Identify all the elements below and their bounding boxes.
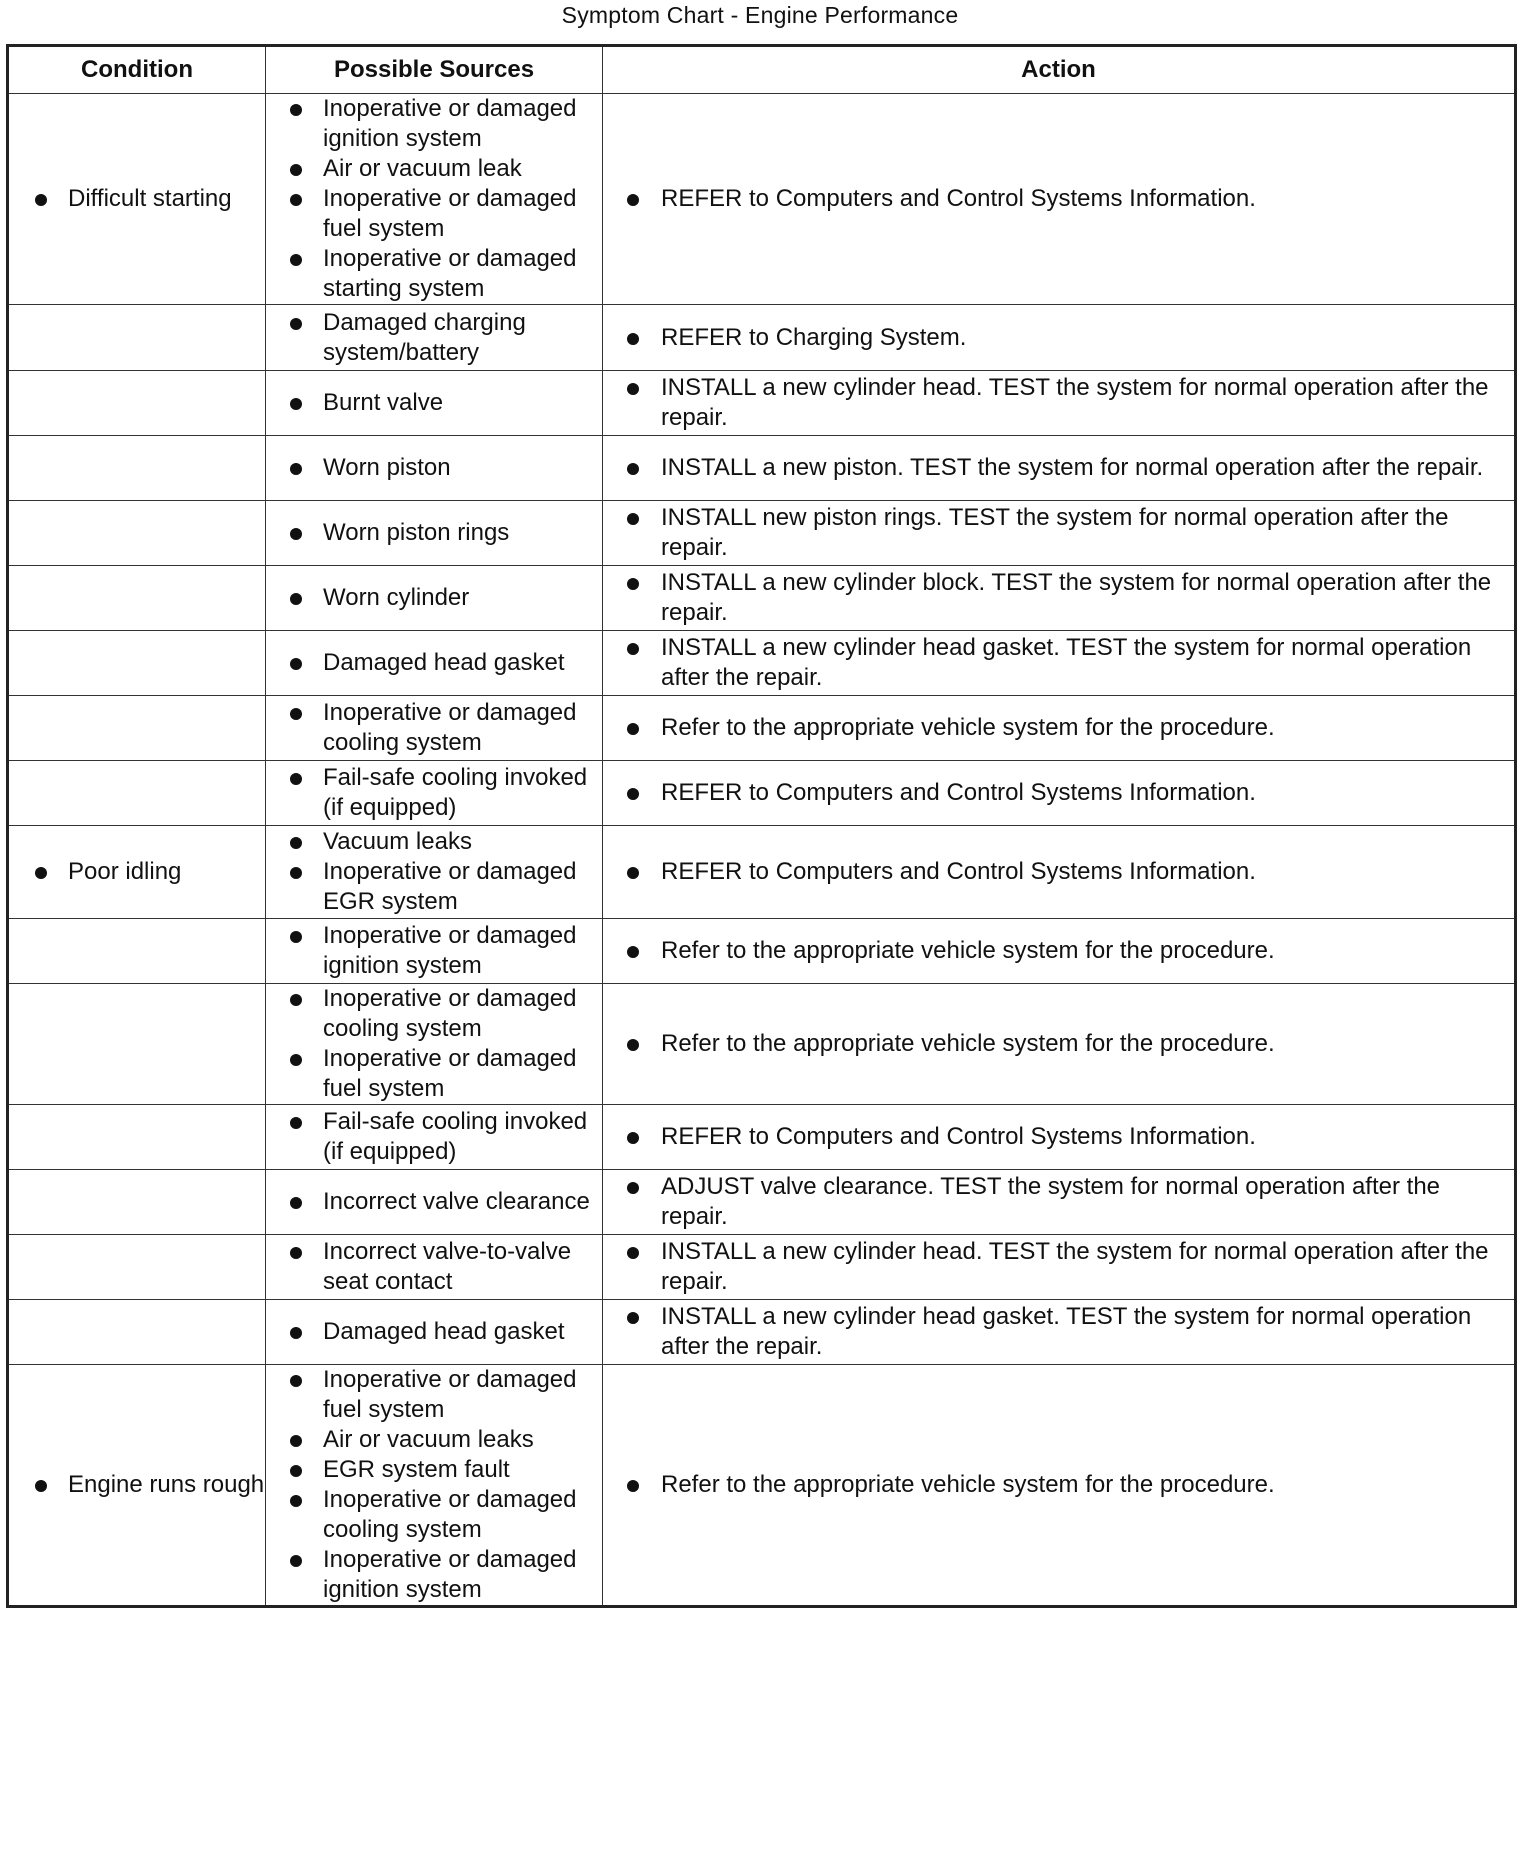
source-item: Inoperative or damaged EGR system [266, 857, 602, 917]
source-item: Inoperative or damaged fuel system [266, 184, 602, 244]
condition-cell [8, 566, 266, 631]
action-text: Refer to the appropriate vehicle system for the procedure. [603, 1029, 1514, 1059]
table-row [8, 984, 1516, 1105]
page-title: Symptom Chart - Engine Performance [561, 2, 959, 28]
possible-sources-cell [266, 1105, 603, 1170]
condition-cell [8, 984, 266, 1105]
action-text: INSTALL a new piston. TEST the system for normal operation after the repair. [603, 453, 1514, 483]
action-text: INSTALL a new cylinder block. TEST the system for normal operation after the repair. [603, 568, 1514, 628]
header-possible-sources: Possible Sources [266, 46, 603, 94]
action-cell [603, 631, 1516, 696]
possible-sources-cell [266, 919, 603, 984]
source-item: Inoperative or damaged ignition system [266, 1545, 602, 1605]
possible-sources-cell [266, 1170, 603, 1235]
condition-cell [8, 1235, 266, 1300]
action-cell [603, 826, 1516, 919]
source-item: Worn piston [266, 453, 602, 483]
condition-cell [8, 696, 266, 761]
possible-sources-cell [266, 305, 603, 371]
condition-text: Poor idling [9, 857, 265, 887]
source-item: Vacuum leaks [266, 827, 602, 857]
action-cell [603, 696, 1516, 761]
source-item: Damaged head gasket [266, 648, 602, 678]
possible-sources-cell [266, 94, 603, 305]
source-item: Fail-safe cooling invoked (if equipped) [266, 763, 602, 823]
table-row [8, 1105, 1516, 1170]
action-cell [603, 761, 1516, 826]
condition-cell [8, 371, 266, 436]
condition-cell [8, 919, 266, 984]
symptom-chart-table [6, 44, 1517, 1608]
action-text: INSTALL new piston rings. TEST the system for normal operation after the repair. [603, 503, 1514, 563]
condition-cell [8, 1365, 266, 1607]
action-text: REFER to Computers and Control Systems Information. [603, 778, 1514, 808]
action-cell [603, 1365, 1516, 1607]
table-row [8, 1300, 1516, 1365]
action-text: REFER to Computers and Control Systems Information. [603, 1122, 1514, 1152]
action-text: REFER to Computers and Control Systems Information. [603, 857, 1514, 887]
condition-cell [8, 826, 266, 919]
source-item: Damaged head gasket [266, 1317, 602, 1347]
condition-cell [8, 436, 266, 501]
condition-cell [8, 501, 266, 566]
action-cell [603, 566, 1516, 631]
action-cell [603, 305, 1516, 371]
table-row [8, 761, 1516, 826]
table-row [8, 501, 1516, 566]
action-text: INSTALL a new cylinder head. TEST the system for normal operation after the repair. [603, 1237, 1514, 1297]
table-row [8, 696, 1516, 761]
possible-sources-cell [266, 371, 603, 436]
source-item: Inoperative or damaged cooling system [266, 1485, 602, 1545]
source-item: Air or vacuum leak [266, 154, 602, 184]
action-cell [603, 94, 1516, 305]
action-cell [603, 436, 1516, 501]
action-cell [603, 919, 1516, 984]
table-row [8, 631, 1516, 696]
source-item: Inoperative or damaged cooling system [266, 984, 602, 1044]
table-row [8, 826, 1516, 919]
source-item: Inoperative or damaged ignition system [266, 921, 602, 981]
source-item: Worn piston rings [266, 518, 602, 548]
table-row [8, 1235, 1516, 1300]
possible-sources-cell [266, 1235, 603, 1300]
action-text: Refer to the appropriate vehicle system for the procedure. [603, 1470, 1514, 1500]
header-action: Action [603, 46, 1516, 94]
source-item: EGR system fault [266, 1455, 602, 1485]
condition-text: Difficult starting [9, 184, 265, 214]
action-text: Refer to the appropriate vehicle system for the procedure. [603, 936, 1514, 966]
header-condition: Condition [8, 46, 266, 94]
condition-cell [8, 1300, 266, 1365]
source-item: Inoperative or damaged fuel system [266, 1365, 602, 1425]
table-row [8, 1170, 1516, 1235]
possible-sources-cell [266, 826, 603, 919]
action-cell [603, 1235, 1516, 1300]
action-text: INSTALL a new cylinder head gasket. TEST the system for normal operation after the repair. [603, 633, 1514, 693]
table-row [8, 919, 1516, 984]
action-text: INSTALL a new cylinder head. TEST the system for normal operation after the repair. [603, 373, 1514, 433]
action-text: REFER to Computers and Control Systems Information. [603, 184, 1514, 214]
condition-cell [8, 1170, 266, 1235]
action-text: ADJUST valve clearance. TEST the system for normal operation after the repair. [603, 1172, 1514, 1232]
table-row [8, 436, 1516, 501]
table-row [8, 371, 1516, 436]
possible-sources-cell [266, 1300, 603, 1365]
source-item: Incorrect valve clearance [266, 1187, 602, 1217]
table-row [8, 1365, 1516, 1607]
source-item: Worn cylinder [266, 583, 602, 613]
condition-text: Engine runs rough [9, 1470, 265, 1500]
action-cell [603, 984, 1516, 1105]
action-text: Refer to the appropriate vehicle system for the procedure. [603, 713, 1514, 743]
action-cell [603, 1105, 1516, 1170]
condition-cell [8, 631, 266, 696]
source-item: Inoperative or damaged cooling system [266, 698, 602, 758]
possible-sources-cell [266, 1365, 603, 1607]
possible-sources-cell [266, 566, 603, 631]
possible-sources-cell [266, 696, 603, 761]
possible-sources-cell [266, 501, 603, 566]
condition-cell [8, 1105, 266, 1170]
source-item: Fail-safe cooling invoked (if equipped) [266, 1107, 602, 1167]
action-cell [603, 371, 1516, 436]
source-item: Damaged charging system/battery [266, 308, 602, 368]
table-header-row [8, 46, 1516, 94]
action-cell [603, 501, 1516, 566]
source-item: Burnt valve [266, 388, 602, 418]
table-body [8, 94, 1516, 1607]
condition-cell [8, 761, 266, 826]
action-cell [603, 1300, 1516, 1365]
action-text: REFER to Charging System. [603, 323, 1514, 353]
table-row [8, 94, 1516, 305]
source-item: Inoperative or damaged starting system [266, 244, 602, 304]
possible-sources-cell [266, 761, 603, 826]
table-row [8, 566, 1516, 631]
source-item: Air or vacuum leaks [266, 1425, 602, 1455]
source-item: Inoperative or damaged ignition system [266, 94, 602, 154]
action-text: INSTALL a new cylinder head gasket. TEST the system for normal operation after the repair. [603, 1302, 1514, 1362]
condition-cell [8, 94, 266, 305]
action-cell [603, 1170, 1516, 1235]
source-item: Inoperative or damaged fuel system [266, 1044, 602, 1104]
table-row [8, 305, 1516, 371]
possible-sources-cell [266, 984, 603, 1105]
possible-sources-cell [266, 631, 603, 696]
source-item: Incorrect valve-to-valve seat contact [266, 1237, 602, 1297]
condition-cell [8, 305, 266, 371]
possible-sources-cell [266, 436, 603, 501]
